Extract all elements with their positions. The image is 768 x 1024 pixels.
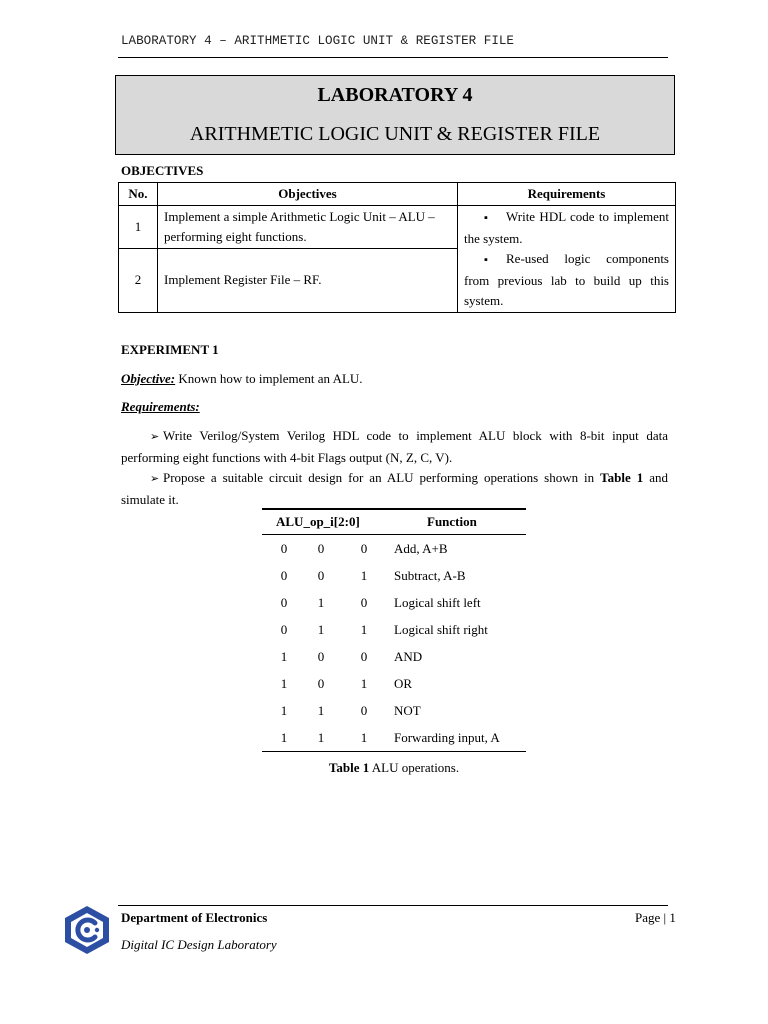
opcode-bit-0: 0 — [360, 702, 368, 718]
alu-op-row — [262, 670, 526, 697]
title-box — [115, 75, 675, 155]
alu-op-row — [262, 697, 526, 724]
opcode-bit-1: 1 — [317, 702, 325, 718]
table-reference: Table 1 — [600, 470, 644, 485]
alu-table-header-row — [262, 509, 526, 535]
objective-text: Implement a simple Arithmetic Logic Unit – ALU – performing eight functions. — [158, 206, 458, 249]
requirement-item: ▪ Write HDL code to implement the system. — [464, 207, 669, 249]
alu-function: Add, A+B — [394, 540, 448, 556]
header-rule — [118, 57, 668, 58]
lab-title: LABORATORY 4 — [317, 84, 473, 106]
page-number: Page | 1 — [635, 910, 676, 925]
alu-operations-table — [262, 508, 526, 752]
opcode-bit-0: 0 — [360, 648, 368, 664]
requirements-cell — [458, 206, 676, 313]
opcode-bit-2: 0 — [280, 621, 288, 637]
lab-subtitle: ARITHMETIC LOGIC UNIT & REGISTER FILE — [189, 123, 601, 145]
opcode-bit-0: 1 — [360, 729, 368, 745]
experiment-objective — [121, 371, 363, 387]
opcode-bit-0: 1 — [360, 567, 368, 583]
opcode-bit-1: 1 — [317, 621, 325, 637]
alu-function: AND — [394, 648, 423, 664]
caption-label: Table 1 — [328, 760, 370, 775]
opcode-bit-2: 0 — [280, 540, 288, 556]
objectives-header-row — [119, 183, 676, 206]
requirement-text-end: and simulate it. — [121, 470, 669, 507]
alu-function: Logical shift right — [394, 621, 488, 637]
opcode-bit-1: 1 — [317, 729, 325, 745]
department-logo-icon — [64, 905, 110, 955]
experiment-heading: EXPERIMENT 1 — [121, 342, 219, 357]
opcode-bit-2: 0 — [280, 567, 288, 583]
opcode-bit-2: 1 — [280, 648, 288, 664]
opcode-bit-2: 1 — [280, 729, 288, 745]
opcode-bit-2: 1 — [280, 702, 288, 718]
column-header-no: No. — [119, 183, 158, 206]
opcode-bit-1: 0 — [317, 675, 325, 691]
opcode-bit-0: 1 — [360, 675, 368, 691]
column-header-objectives: Objectives — [158, 183, 458, 206]
alu-function: NOT — [394, 702, 421, 718]
alu-op-row — [262, 643, 526, 670]
alu-function: OR — [394, 675, 413, 691]
opcode-bit-1: 0 — [317, 540, 325, 556]
alu-function: Subtract, A-B — [394, 567, 466, 583]
objectives-heading: OBJECTIVES — [121, 163, 204, 178]
requirements-list — [121, 426, 668, 510]
opcode-bit-1: 0 — [317, 567, 325, 583]
alu-op-row — [262, 724, 526, 752]
column-header-opcode: ALU_op_i[2:0] — [262, 509, 392, 535]
alu-op-row — [262, 562, 526, 589]
objective-text: Known how to implement an ALU. — [178, 371, 363, 386]
opcode-bit-1: 0 — [317, 648, 325, 664]
objectives-table — [118, 182, 676, 313]
opcode-bit-0: 1 — [360, 621, 368, 637]
alu-op-row — [262, 616, 526, 643]
opcode-bit-1: 1 — [317, 594, 325, 610]
objective-label: Objective: — [121, 371, 176, 386]
opcode-bit-2: 1 — [280, 675, 288, 691]
objective-text: Implement Register File – RF. — [158, 249, 458, 312]
alu-op-row — [262, 535, 526, 563]
table-caption — [262, 760, 526, 776]
footer-department: Department of Electronics — [121, 910, 268, 925]
column-header-requirements: Requirements — [458, 183, 676, 206]
objective-number: 2 — [119, 249, 158, 312]
requirement-item: ▪ Re-used logic components from previous lab to build up this system. — [464, 249, 669, 312]
opcode-bit-2: 0 — [280, 594, 288, 610]
objective-number: 1 — [119, 206, 158, 249]
footer-lab-name: Digital IC Design Laboratory — [121, 937, 277, 952]
caption-text: ALU operations. — [369, 760, 460, 775]
requirement-list-item — [121, 426, 668, 468]
alu-function: Logical shift left — [394, 594, 481, 610]
alu-function: Forwarding input, A — [394, 729, 500, 745]
opcode-bit-0: 0 — [360, 594, 368, 610]
opcode-bit-0: 0 — [360, 540, 368, 556]
requirement-text: Propose a suitable circuit design for an ALU performing operations shown in — [163, 470, 601, 485]
running-header: LABORATORY 4 – ARITHMETIC LOGIC UNIT & REGISTER FILE — [121, 34, 514, 48]
requirement-text: Write Verilog/System Verilog HDL code to implement ALU block with 8-bit input data performing eight functions with 4-bit Flags output (N, Z, C, V). — [121, 428, 668, 465]
requirement-list-item — [121, 468, 668, 510]
alu-op-row — [262, 589, 526, 616]
table-row — [119, 206, 676, 249]
footer-rule — [118, 905, 668, 906]
column-header-function: Function — [392, 509, 526, 535]
requirements-label: Requirements: — [121, 399, 200, 414]
